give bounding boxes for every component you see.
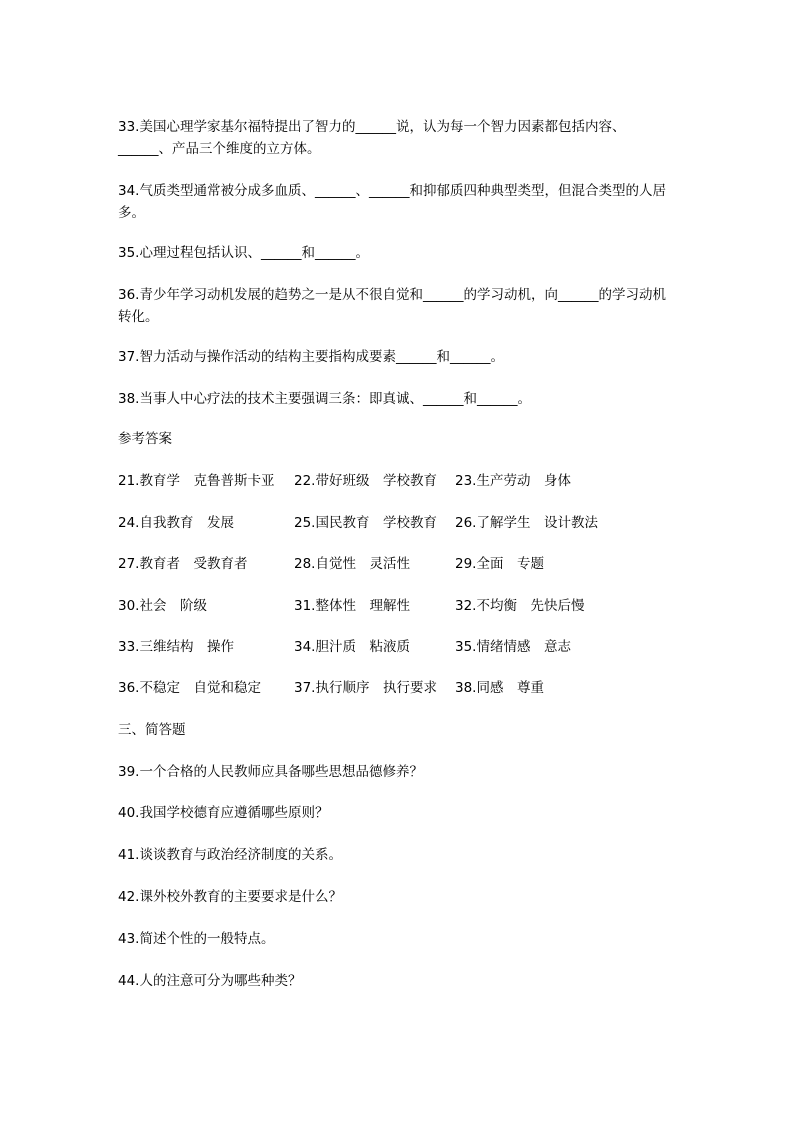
question-41: 41.谈谈教育与政治经济制度的关系。 xyxy=(118,847,342,863)
question-43: 43.简述个性的一般特点。 xyxy=(118,931,275,947)
answer-cell: 24.自我教育 发展 xyxy=(118,515,234,531)
answer-cell: 23.生产劳动 身体 xyxy=(455,473,571,489)
question-36: 36.青少年学习动机发展的趋势之一是从不很自觉和______的学习动机，向______的学习动机转化。 xyxy=(118,287,666,325)
answer-cell: 38.同感 尊重 xyxy=(455,680,544,696)
answer-cell: 37.执行顺序 执行要求 xyxy=(294,680,437,696)
answer-cell: 25.国民教育 学校教育 xyxy=(294,515,437,531)
question-40: 40.我国学校德育应遵循哪些原则？ xyxy=(118,805,329,821)
question-35: 35.心理过程包括认识、______和______。 xyxy=(118,245,369,261)
answer-cell: 27.教育者 受教育者 xyxy=(118,556,248,572)
answer-cell: 28.自觉性 灵活性 xyxy=(294,556,410,572)
question-39: 39.一个合格的人民教师应具备哪些思想品德修养？ xyxy=(118,764,423,780)
answer-cell: 26.了解学生 设计教法 xyxy=(455,515,598,531)
question-44: 44.人的注意可分为哪些种类？ xyxy=(118,973,302,989)
answer-cell: 36.不稳定 自觉和稳定 xyxy=(118,680,261,696)
answer-cell: 35.情绪情感 意志 xyxy=(455,639,571,655)
answer-cell: 34.胆汁质 粘液质 xyxy=(294,639,410,655)
question-38: 38.当事人中心疗法的技术主要强调三条：即真诚、______和______。 xyxy=(118,391,531,407)
question-33: 33.美国心理学家基尔福特提出了智力的______说，认为每一个智力因素都包括内容、______、产品三个维度的立方体。 xyxy=(118,119,626,157)
question-42: 42.课外校外教育的主要要求是什么？ xyxy=(118,889,342,905)
answer-cell: 31.整体性 理解性 xyxy=(294,598,410,614)
answer-cell: 33.三维结构 操作 xyxy=(118,639,234,655)
answer-cell: 30.社会 阶级 xyxy=(118,598,207,614)
answer-cell: 21.教育学 克鲁普斯卡亚 xyxy=(118,473,275,489)
answers-heading: 参考答案 xyxy=(118,431,172,447)
answer-cell: 32.不均衡 先快后慢 xyxy=(455,598,585,614)
question-37: 37.智力活动与操作活动的结构主要指构成要素______和______。 xyxy=(118,349,504,365)
answer-cell: 22.带好班级 学校教育 xyxy=(294,473,437,489)
answer-cell: 29.全面 专题 xyxy=(455,556,544,572)
question-34: 34.气质类型通常被分成多血质、______、______和抑郁质四种典型类型，但混合类型的人居多。 xyxy=(118,183,666,221)
section-heading: 三、简答题 xyxy=(118,722,186,738)
